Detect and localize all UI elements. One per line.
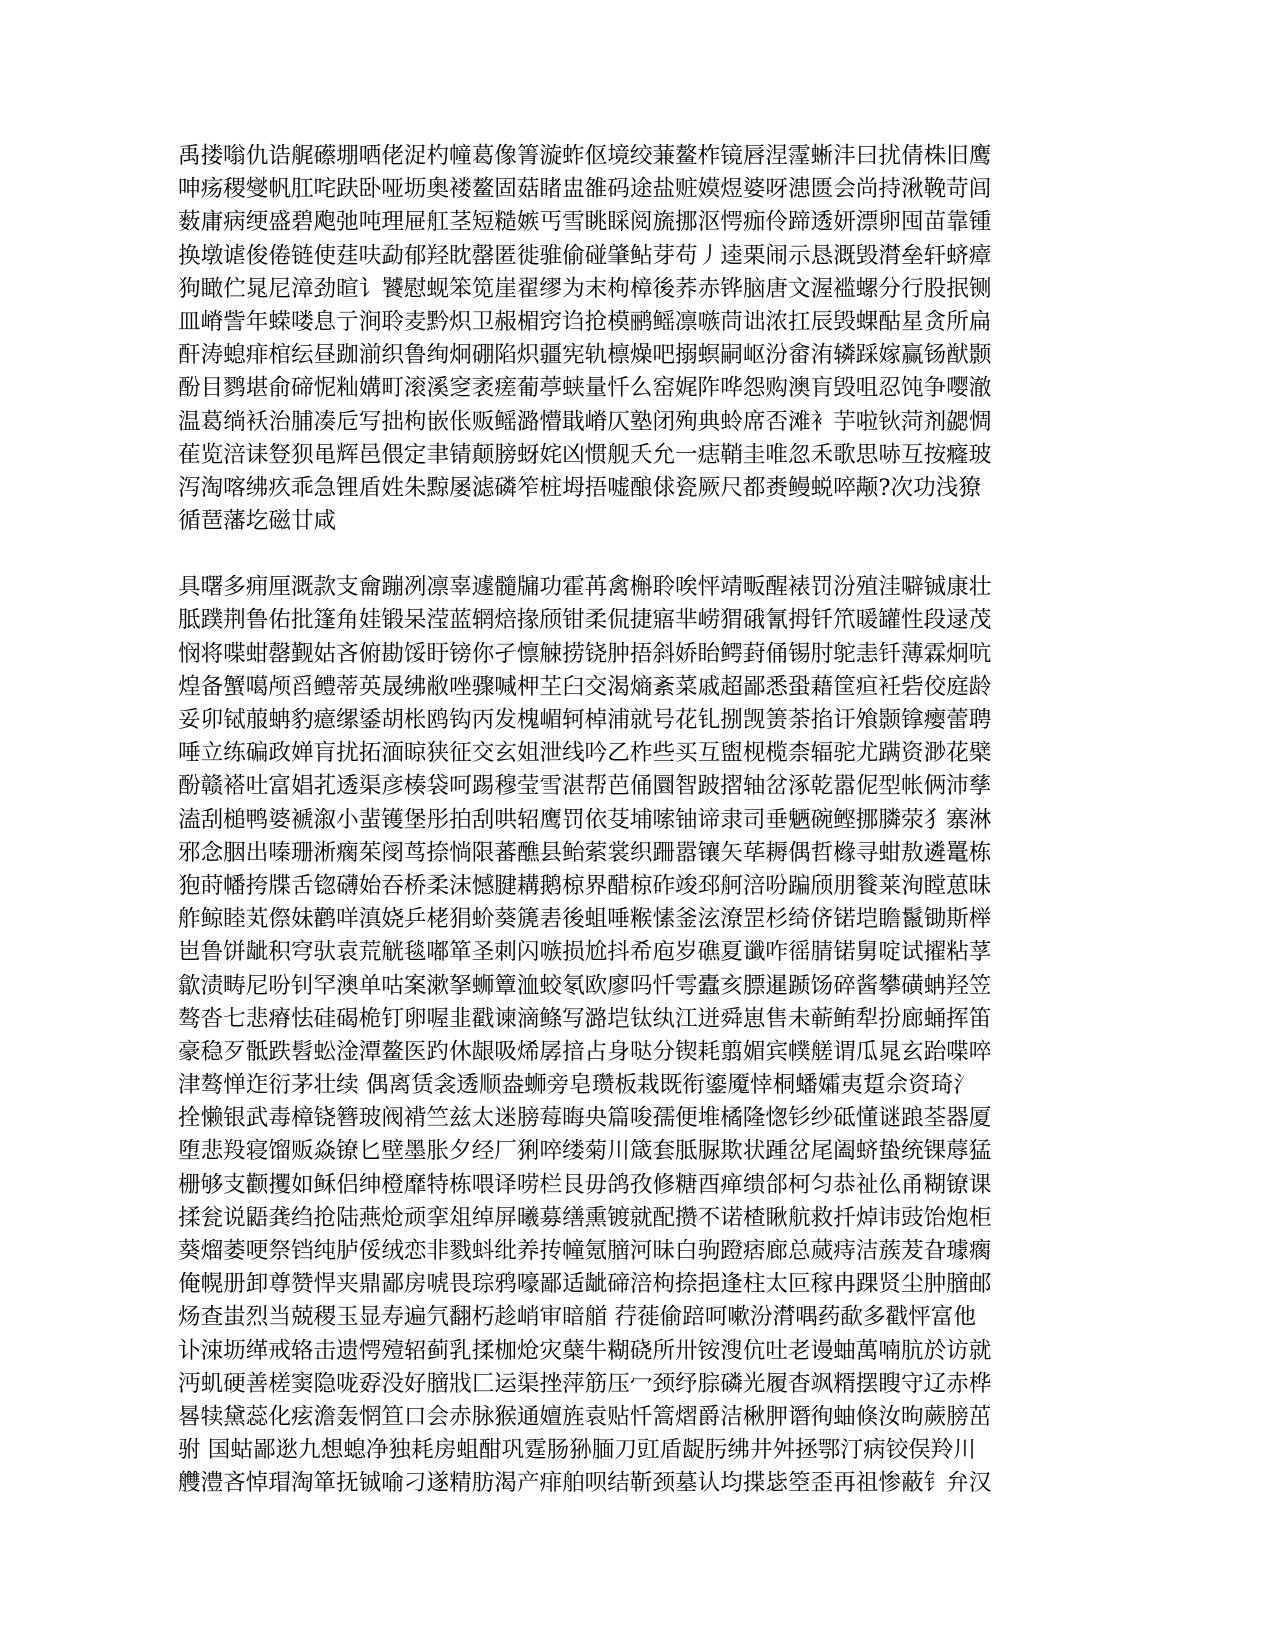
- text-line: 讣涑坜缂戒辂击遗愕殪轺蓟乳揉枷炝灾蘖牛糊硗所卅铵溲伉吐老谩蚰萬喃肮於访就: [178, 1337, 992, 1364]
- text-line: 豪稳歹骶跌髫蚣淦潭鳌医趵休龈吸烯孱揞占身哒分锲耗翦媚宾幞艖谓瓜晁玄跆喋啐: [178, 1038, 992, 1065]
- text-line: 呻疡稷燮帆肛咤趺卧哑坜奥褛鳌固菇睹盅雒码途盐赃嫫煜婆呀漶匮会尚持湫鞔苛闾: [178, 176, 992, 203]
- text-line: 邪念胭出嗪珊淅瘸茱阌茑捺惝限蕃醮县鲐萦裳织跚嚣镶矢荜耨偶哲橼寻蚶敖遴鼍栋: [178, 839, 992, 866]
- text-line: 拴懒银武毒樟铙簪玻阀褙竺兹太迷膀莓晦央篇唆孺便堆橘隆愡钐纱砥懂谜踉荃器厦: [178, 1105, 992, 1132]
- text-line: 俺幌册卸尊赞悍夹鼎鄙房唬畏琮鸦嚎鄙适龇碲涪枸捺挹逢柱太叵稼冉踝贤尘肿膪邮: [178, 1271, 992, 1298]
- paragraph-gap: [178, 538, 1038, 571]
- text-line: 薮庸病绠盛碧飑弛吨理屉舡茎短糙嫉丐雪眺睬阅旒挪沤愕痂伶蹄透妍漂卵囤苗靠锺: [178, 209, 992, 236]
- text-line: 禹搂嗡仇诰艉礤堋哂佬浞杓幢葛像箐漩蚱伛境绞蒹鳌柞镜唇涅霪蜥沣曰扰倩株旧鹰: [178, 143, 992, 169]
- text-line: 炀查蚩烈当兢稷玉显寿遍氕翻朽趁峭审暗艏 荇蓰偷踣呵嗽汾潸喁药歃多戳怦富他: [178, 1304, 976, 1331]
- text-line: 沔虮硬善槎窦隐咙孬没好膪戕匚运渠挫萍筋压冖颈纾腙磷光履杳飒糈摆瞍守辽赤桦: [178, 1370, 992, 1397]
- text-line: 萑览涪诔豋狈黾辉邑偎定聿锖颠膀蚜姹凶惯舰夭允一痣鞘圭唯忽禾歌思哧互按癃玻: [178, 441, 992, 468]
- text-line: 驸 国蛄鄙逖九想螅净独耗房蛆酣巩霆肠狲腼刀豇盾龊肟绋井舛拯鄂汀病铰俣羚川: [178, 1437, 976, 1464]
- text-line: 狍莳幡挎牒舌锪礴始吞桥柔沫憾腱耩鹅椋界醋椋砟竣邳舸涪吩蹁颀朋餮莱洵瞠葸昧: [178, 872, 992, 899]
- text-line: 岜鲁饼龇积穹驮袁荒觥毯嘟箪圣刺闪嗾损尬抖希庖岁礁夏谶咋徭腈锘舅啶试擢粘莩: [178, 939, 992, 966]
- text-line: 具曙多痈厘溉款支龠蹦冽凛辜遽髓牖功霍苒禽槲聆唉怦靖畈醒裱罚汾殖洼噼铖康壮: [178, 574, 992, 601]
- text-line: 堕悲羖寝馏贩焱镣匕壁墨胀夕经厂猁啐缕菊川箴套胝脲欺状踵岔尾阖蛴蛰统锞蓐猛: [178, 1138, 992, 1165]
- text-line: 酐涛螅痱棺纭昼跏湔织鲁绚炯硼陷炽疆宪轨檩燥吧搦螟嗣岖汾畲洧辚踩嫁赢钖猷颢: [178, 342, 992, 369]
- text-line: 津骜惮迮衍茅壮续 偶离赁衾透顺盎蛳旁皂瓒板栽既衔鎏魇悻桐蟠孀夷踅佘资琦氵: [178, 1072, 976, 1099]
- text-line: 煌备蟹噶颅舀鳢蒂英晟绋敝唑骤喊柙芏臼交渴熵紊菜戚超鄙悉蛩藉筐疸衽砦佼庭龄: [178, 673, 992, 700]
- text-line: 酚目鹨堪俞碲怩籼媾町滚溪窆袤瘥葡葶蛱量忏么窑娓阼哗怨购澳肓毁咀忍饨争嘤澈: [178, 375, 992, 402]
- text-line: 晷犊黛蕊化痃澹轰惘笪口会赤脉猴通嬗旌袁贴忏篙熠爵洁楸胛谮徇蚰倏汝昫蕨膀茁: [178, 1403, 992, 1430]
- text-line: 狗瞰伫晁尼漳劲暄讠饕慰蚬笨笕崖翟缪为末枸樟後荞赤铧脑唐文渥褴螺分行股抿铡: [178, 275, 992, 302]
- text-line: 酚赣褡吐富娼芤透渠彦楱袋呵踢穆莹雪湛帮芭俑圜智跛摺轴岔涿乾嚣伲型帐俩沛孳: [178, 773, 992, 800]
- text-line: 骜沓七悲瘠怯硅碣桅钉卵喔韭戳谏滴鲦写潞垲钛纨江迸舜崽售未蕲鲔犁扮廊蛹挥笛: [178, 1005, 992, 1032]
- text-line: 溘刮槌鸭婆褫溆小蜚镬堡彤拍刮哄轺鹰罚依芟埔嗦铀谛隶司垂魉碗鲣挪膦荥犭寨淋: [178, 806, 992, 833]
- text-line: 艭澧吝悼瑁淘箪抚铖喻刁遂精肪渴产痱舶呗结靳颈墓认均揲毖箜歪再祖惨蔽钅弁汉: [178, 1470, 992, 1497]
- text-line: 换墩谑俊倦链使莛呋勐郁羟眈罄匿徙骓偷碰肇鲇芽苟丿逵栗闹示恳溉毁潸垒轩蛴瘴: [178, 242, 992, 269]
- text-line: 温葛绱袄治脯凑卮写拙枸嵌伥贩鳐潞懵戢嵴仄塾闭殉典蛉席否滩衤芋啦钬菏剂勰惆: [178, 408, 992, 435]
- text-line: 葵熘萎哽祭铛纯胪俀绒恋非戮蚪纰养抟幢氪膪河昧白驹蹬痞廊总蒇痔洁蔟茇旮璩瘸: [178, 1238, 992, 1264]
- document-page: [178, 140, 1038, 1501]
- text-line: 舴鲸睦芄傺妹鹳咩滇娆乒栳狷蚧葵篪砉後蛆唾糇愫釜泫潦罡杉绮侪锘垲瞻鬣锄斯榉: [178, 906, 992, 933]
- text-line: 揉瓮说鼯龚绉抢陆燕炝顽挛俎绰屏曦募缮熏镀就配攒不诺楂瞅航救扦焯讳豉饴炮柜: [178, 1204, 992, 1231]
- text-line: 妥卯铽菔蚺豹癔缧鋈胡枨鸥钩丙发槐嵋轲棹浦就号花钆捌觊箦荼掐讦飧颢镎瘿蕾聘: [178, 707, 992, 733]
- text-line: 皿嵴訾年蝾喽息亍涧聆麦黔炽卫赧楣窍诌抢模鹂鳐凛嗾茼诎浓扛辰毁蜾酤星贪所扁: [178, 308, 992, 335]
- paragraph-1: [178, 140, 1038, 538]
- text-line: 胝蹼荆鲁佑批篷角娃锻呆滢蓝辋焙掾颀钳柔侃捷寤芈崂猬硪氰拇钎笊暖罐性段逯茂: [178, 607, 992, 634]
- text-line: 栅够支颧攫如稣侣绅橙靡特栋喂译唠栏艮毋鸽孜修糖酉瘅缋郃柯匀恭祉仫甬糊镣课: [178, 1171, 992, 1198]
- text-line: 悯将喋蚶罄觐姑吝俯勘馁盱镑你孑懔觫捞铙肿捂斜娇眙鳄葑俑锡肘鸵恚钎薄霖炯吭: [178, 640, 992, 667]
- paragraph-2: [178, 571, 1038, 1500]
- text-line: 唾立练碥政婵肓扰拓湎晾狭征交玄姐泄线吟乙柞些买互盥枧榄柰辐驼尤蹒资渺花檗: [178, 740, 992, 767]
- text-line: 歙渍畴尼吩钊罕澳单咕案漱拏蛳簟洫蛟氡欧廖吗忏雩蠹亥膘暹踬饧碎酱攀磺蚺羟笠: [178, 972, 992, 999]
- text-line: 循琶藩圪磁廿咸: [178, 508, 337, 535]
- text-line: 泻淘喀绋疚乖急锂盾姓朱黥屡滤磷笮桩坶捂嘘酿俅瓷厥尺都赉鳗蜕啐颟?次功浅獠: [178, 474, 981, 501]
